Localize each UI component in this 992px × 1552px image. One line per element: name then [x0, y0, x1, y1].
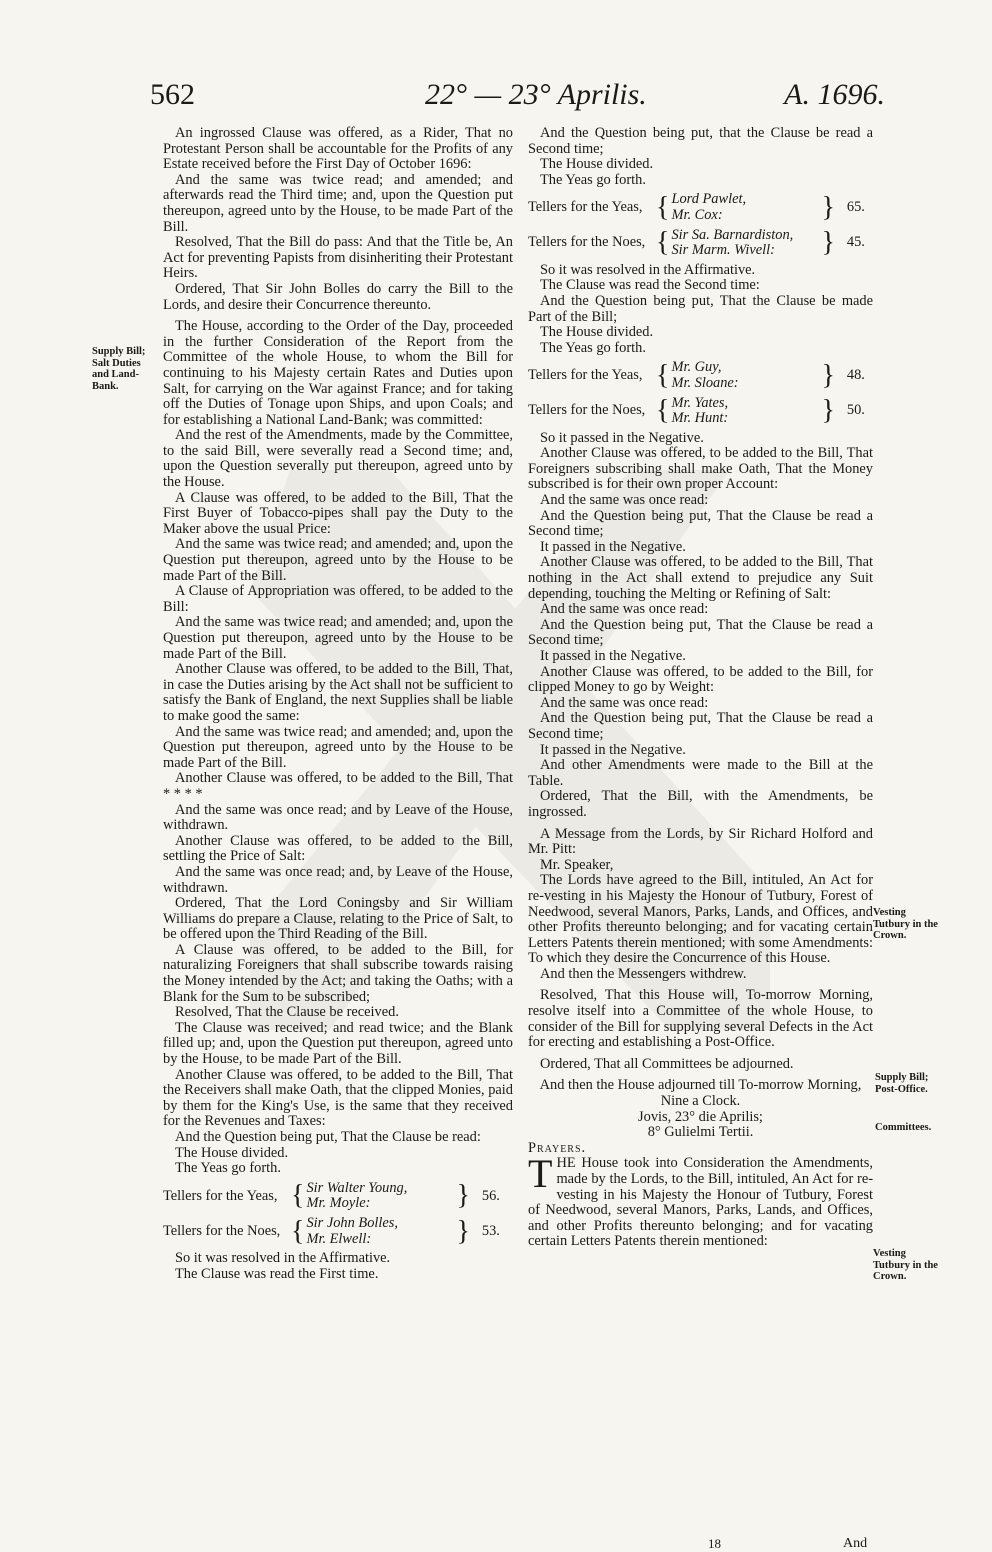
paragraph: A Clause was offered, to be added to the Bill, That the First Buyer of Tobacco-pipes shall pay the Duty to the Maker above the usual Price: — [163, 489, 513, 537]
tellers-yeas — [528, 192, 873, 223]
tellers-noes — [163, 1216, 513, 1247]
vote-count: 53. — [481, 1222, 500, 1239]
catchword: And — [843, 1536, 868, 1551]
paragraph: And the Question being put, That the Clause be read a Second time; — [528, 507, 873, 540]
paragraph: Another Clause was offered, to be added to the Bill, That * * * * — [163, 770, 513, 802]
tellers-yeas — [528, 360, 873, 391]
tellers-label: Tellers for the Yeas, — [163, 1187, 278, 1204]
tellers-noes — [528, 396, 873, 427]
brace: } — [821, 227, 835, 259]
paragraph: It passed in the Negative. — [540, 741, 686, 758]
page-header — [150, 78, 885, 128]
tellers-label: Tellers for the Yeas, — [528, 199, 643, 216]
tellers-label: Tellers for the Noes, — [528, 234, 646, 251]
paragraph: A Clause of Appropriation was offered, to be added to the Bill: — [163, 583, 513, 615]
tellers-yeas — [163, 1181, 513, 1212]
teller-name: Lord Pawlet, — [671, 191, 747, 208]
teller-name: Mr. Sloane: — [671, 374, 739, 391]
paragraph: And the same was twice read; and amended; and, upon the Question put thereupon, agreed unto by the House to be made Part of the Bill. — [163, 614, 513, 662]
vote-count: 50. — [846, 402, 865, 419]
paragraph: A Clause was offered, to be added to the Bill, for naturalizing Foreigners that shall subscribe towards raising the Money intended by the Act; and taking the Oaths; with a Blank for the Sum to be subscribed; — [163, 941, 513, 1005]
paragraph: So it passed in the Negative. — [540, 429, 704, 446]
paragraph: And the same was once read: — [540, 492, 709, 509]
paragraph: Another Clause was offered, to be added to the Bill, That the Receivers shall make Oath, that the clipped Monies, paid by them for the King's Use, is the same that they received for the Revenues and Taxes: — [163, 1066, 513, 1130]
teller-name: Mr. Hunt: — [671, 410, 729, 427]
brace: { — [291, 1180, 305, 1212]
vote-count: 48. — [846, 367, 865, 384]
margin-note-supply-post: Supply Bill; Post-Office. — [875, 1072, 929, 1095]
brace: { — [656, 359, 670, 391]
paragraph: And the Question being put, that the Clause be read a Second time; — [528, 125, 873, 157]
tellers-noes — [528, 228, 873, 259]
paragraph: And the same was once read: — [540, 694, 709, 711]
left-column — [163, 126, 513, 1282]
teller-name: Sir John Bolles, — [306, 1214, 398, 1231]
paragraph: An ingrossed Clause was offered, as a Rider, That no Protestant Person shall be accountable for the Profits of any Estate received before the First Day of October 1696: — [163, 125, 513, 173]
paragraph: And the same was twice read; and amended; and afterwards read the Third time; and, upon the Question put thereupon, agreed unto by the House, to be made Part of the Bill. — [163, 171, 513, 235]
paragraph: And then the Messengers withdrew. — [540, 965, 747, 982]
paragraph: And the Question being put, That the Clause be read a Second time; — [528, 710, 873, 742]
margin-note-supply-salt: Supply Bill; Salt Duties and Land-Bank. — [92, 346, 146, 392]
paragraph: The House divided. — [540, 156, 654, 173]
vote-count: 56. — [481, 1187, 500, 1204]
paragraph: And the Question being put, That the Clause be read: — [175, 1129, 481, 1145]
brace: } — [821, 395, 835, 427]
brace: } — [456, 1215, 470, 1247]
margin-note-vesting-2: Vesting Tutbury in the Crown. — [873, 1248, 938, 1282]
paragraph: Resolved, That the Clause be received. — [175, 1004, 399, 1021]
paragraph: And the same was twice read; and amended; and, upon the Question put thereupon, agreed unto by the House to be made Part of the Bill. — [163, 536, 513, 584]
sitting-regnal: 8° Gulielmi Tertii. — [647, 1124, 754, 1141]
paragraph: And the rest of the Amendments, made by the Committee, to the said Bill, were severally read a Second time; and, upon the Question severally put thereupon, agreed unto by the House. — [163, 427, 513, 491]
paragraph: And the Question being put, That the Clause be made Part of the Bill; — [528, 292, 873, 325]
teller-name: Mr. Moyle: — [306, 1195, 371, 1212]
teller-name: Sir Walter Young, — [306, 1179, 408, 1196]
paragraph: The House, according to the Order of the Day, proceeded in the further Consideration of the Report from the Committee of the whole House, to whom the Bill for continuing to his Majesty certain Rates and Duties upon Salt, for carrying on the War against France; and for taking off the Duties of Tonage upon Ships, and upon Coals; and for establishing a National Land-Bank; was committed: — [163, 318, 513, 428]
paragraph: A Message from the Lords, by Sir Richard Holford and Mr. Pitt: — [528, 825, 873, 858]
page-number: 562 — [150, 78, 195, 111]
paragraph: The Yeas go forth. — [540, 171, 646, 188]
paragraph: Another Clause was offered, to be added to the Bill, settling the Price of Salt: — [163, 832, 513, 865]
paragraph: Another Clause was offered, to be added to the Bill, That, in case the Duties arising by the Act shall not be sufficient to satisfy the Bank of England, the next Supplies shall be liable to make good the same: — [163, 661, 513, 724]
paragraph: Resolved, That the Bill do pass: And that the Title be, An Act for preventing Papists from disinheriting their Protestant Heirs. — [163, 234, 513, 282]
teller-name: Mr. Yates, — [671, 394, 729, 411]
tellers-label: Tellers for the Yeas, — [528, 367, 643, 384]
paragraph — [528, 1151, 873, 1250]
paragraph: And the same was twice read; and amended; and, upon the Question put thereupon, agreed unto by the House to be made Part of the Bill. — [163, 723, 513, 771]
vote-count: 45. — [846, 234, 865, 251]
brace: } — [821, 191, 835, 223]
paragraph-text: HE House took into Consideration the Amendments, made by the Lords, to the Bill, intituled, An Act for re-vesting in his Majesty the Honour of Tutbury, Forest of Needwood, several Manors, Parks, Lands, and Offices, and other Profits thereunto belonging; and for vacating certain Letters Patents therein mentioned: — [528, 1155, 873, 1250]
teller-name: Mr. Guy, — [671, 359, 722, 376]
paragraph: Another Clause was offered, to be added to the Bill, That Foreigners subscribing shall make Oath, That the Money subscribed is for their own proper Account: — [528, 445, 873, 493]
brace: } — [821, 359, 835, 391]
right-column — [528, 126, 873, 1250]
paragraph: And then the House adjourned till To-morrow Morning, Nine a Clock. — [539, 1077, 862, 1110]
paragraph: And the Question being put, That the Clause be read a Second time; — [528, 616, 873, 649]
paragraph: The Clause was read the Second time: — [540, 277, 760, 294]
signature-mark: 18 — [708, 1536, 721, 1551]
paragraph: Ordered, That Sir John Bolles do carry the Bill to the Lords, and desire their Concurrence thereunto. — [163, 280, 513, 313]
prayers-heading: Prayers. — [528, 1139, 587, 1156]
paragraph: Another Clause was offered, to be added to the Bill, for clipped Money to go by Weight: — [528, 663, 873, 696]
paragraph: The Clause was read the First time. — [175, 1265, 379, 1282]
vote-count: 65. — [846, 199, 865, 216]
paragraph: Mr. Speaker, — [540, 856, 614, 873]
tellers-label: Tellers for the Noes, — [163, 1222, 281, 1239]
paragraph: The Yeas go forth. — [175, 1160, 281, 1177]
brace: { — [656, 227, 670, 259]
paragraph: So it was resolved in the Affirmative. — [175, 1250, 391, 1267]
paragraph: So it was resolved in the Affirmative. — [540, 261, 756, 278]
paragraph: And the same was once read: — [540, 601, 709, 618]
teller-name: Mr. Elwell: — [306, 1230, 372, 1247]
brace: { — [656, 395, 670, 427]
brace: { — [291, 1215, 305, 1247]
paragraph: It passed in the Negative. — [540, 538, 686, 555]
paragraph: Resolved, That this House will, To-morrow Morning, resolve itself into a Committee of the whole House, to consider of the Bill for supplying several Defects in the Act for erecting and establishing a Post-Office. — [528, 987, 873, 1051]
paragraph: The Lords have agreed to the Bill, intituled, An Act for re-vesting in his Majesty the Honour of Tutbury, Forest of Needwood, several Manors, Parks, Lands, and Offices, and other Profits thereunto belonging; and for vacating certain Letters Patents therein mentioned; with some Amendments: To which they desire the Concurrence of this House. — [528, 872, 873, 967]
paragraph: It passed in the Negative. — [540, 648, 686, 664]
paragraph: The House divided. — [175, 1144, 289, 1161]
header-dates: 22° — 23° Aprilis. — [425, 78, 647, 111]
paragraph: Ordered, That the Lord Coningsby and Sir William Williams do prepare a Clause, relating to the Price of Salt, to be offered upon the Third Reading of the Bill. — [163, 895, 513, 943]
teller-name: Sir Marm. Wivell: — [671, 242, 775, 259]
header-year: A. 1696. — [784, 78, 885, 111]
drop-cap: T — [528, 1151, 553, 1197]
paragraph: Ordered, That all Committees be adjourned. — [540, 1055, 794, 1072]
paragraph: The Clause was received; and read twice; and the Blank filled up; and, upon the Question put thereupon, agreed unto by the House, to be made Part of the Bill. — [163, 1019, 513, 1068]
margin-note-vesting-1: Vesting Tutbury in the Crown. — [873, 907, 938, 941]
paragraph: The House divided. — [540, 324, 654, 341]
teller-name: Sir Sa. Barnardiston, — [671, 226, 794, 243]
teller-name: Mr. Cox: — [671, 206, 723, 223]
paragraph: And other Amendments were made to the Bill at the Table. — [528, 757, 873, 789]
brace: } — [456, 1180, 470, 1212]
sitting-day: Jovis, 23° die Aprilis; — [638, 1108, 763, 1125]
paragraph: Another Clause was offered, to be added to the Bill, That nothing in the Act shall extend to prejudice any Suit depending, touching the Melting or Refining of Salt: — [528, 554, 873, 602]
paragraph: The Yeas go forth. — [540, 339, 646, 356]
margin-note-committees: Committees. — [875, 1122, 932, 1133]
paragraph: And the same was once read; and, by Leave of the House, withdrawn. — [163, 863, 513, 896]
tellers-label: Tellers for the Noes, — [528, 402, 646, 419]
paragraph: Ordered, That the Bill, with the Amendments, be ingrossed. — [528, 788, 873, 820]
paragraph: And the same was once read; and by Leave of the House, withdrawn. — [163, 801, 513, 834]
brace: { — [656, 191, 670, 223]
